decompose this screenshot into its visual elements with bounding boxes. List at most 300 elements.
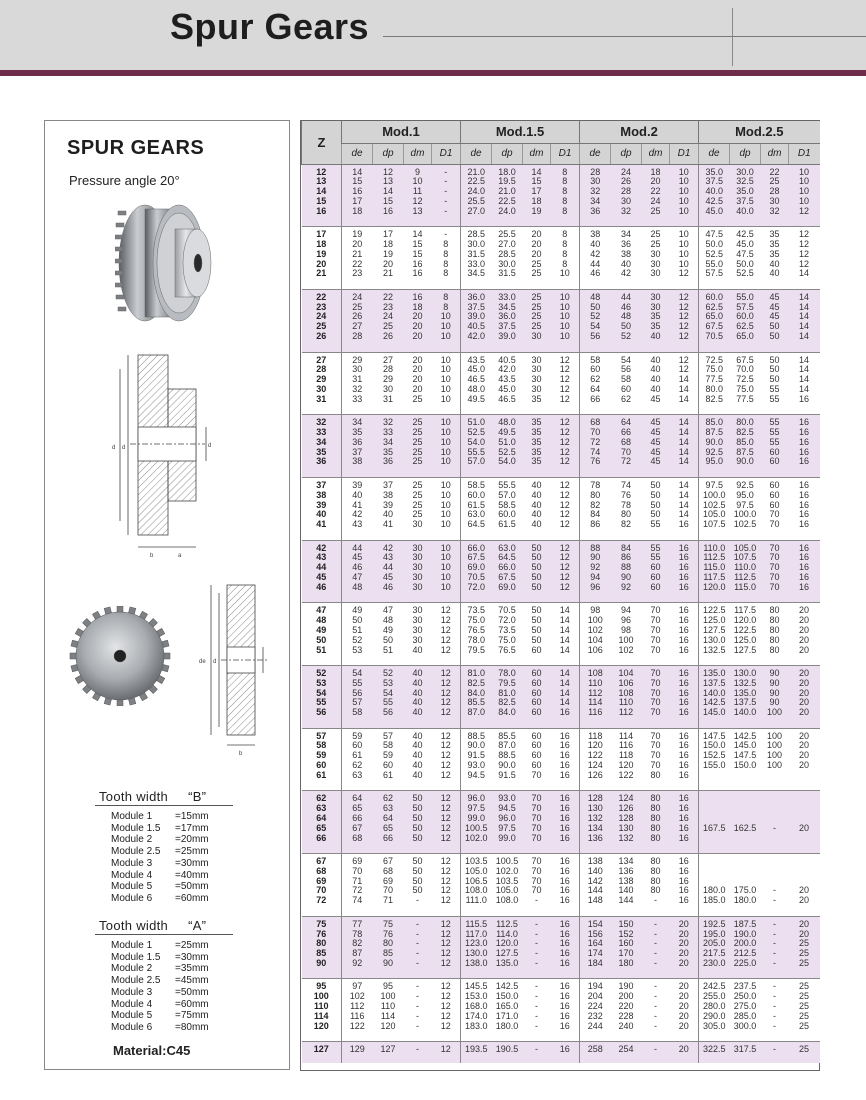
value-cell: 45 45 45 45 45 xyxy=(642,415,670,478)
value-cell: 40.5 42.0 43.5 45.0 46.5 xyxy=(492,352,523,415)
value-cell: 50 50 50 50 50 xyxy=(523,540,551,603)
value-cell: 322.5 xyxy=(699,1042,730,1063)
sub-header-1-0: de xyxy=(461,143,492,164)
sub-header-2-0: de xyxy=(580,143,611,164)
value-cell: 70 70 70 70 80 xyxy=(642,728,670,791)
page-header xyxy=(0,0,866,70)
value-cell: 78 80 82 84 86 xyxy=(580,477,611,540)
value-cell: 80 80 80 80 - xyxy=(642,854,670,917)
value-cell: 35 35 35 35 35 xyxy=(523,415,551,478)
table-row xyxy=(302,1042,820,1063)
value-cell: 130.0 132.5 135.0 137.5 140.0 xyxy=(730,666,761,729)
tooth-width-b-code: “B” xyxy=(188,789,207,804)
z-cell: 47 48 49 50 51 xyxy=(302,603,342,666)
value-cell: 167.5 xyxy=(699,791,730,854)
tooth-width-row xyxy=(111,811,209,823)
value-cell: 193.5 xyxy=(461,1042,492,1063)
product-info-panel xyxy=(44,120,290,1070)
value-cell: 28.5 30.0 31.5 33.0 34.5 xyxy=(461,227,492,290)
sub-header-2-3: D1 xyxy=(670,143,699,164)
value-cell: 97.5 100.0 102.5 105.0 107.5 xyxy=(699,477,730,540)
module-width-value: =75mm xyxy=(175,1010,209,1022)
value-cell: 85.5 87.0 88.5 90.0 91.5 xyxy=(492,728,523,791)
value-cell: 70 70 70 70 70 xyxy=(642,666,670,729)
module-label: Module 2.5 xyxy=(111,975,161,987)
value-cell: - - xyxy=(761,854,789,917)
value-cell: 58 60 62 64 66 xyxy=(580,352,611,415)
value-cell: 67 68 69 70 71 xyxy=(373,854,404,917)
table-row xyxy=(302,227,820,290)
value-cell: 190 200 220 228 240 xyxy=(611,979,642,1042)
value-cell: 12 12 12 12 12 xyxy=(432,791,461,854)
value-cell: 34 35 36 37 38 xyxy=(342,415,373,478)
z-cell: 52 53 54 55 56 xyxy=(302,666,342,729)
tooth-width-row xyxy=(111,858,209,870)
value-cell: 70 70 70 70 70 xyxy=(642,603,670,666)
module-label: Module 3 xyxy=(111,857,153,869)
value-cell: 14 15 16 17 18 xyxy=(342,164,373,227)
value-cell: 12 12 12 12 12 xyxy=(551,540,580,603)
value-cell: 20 xyxy=(789,791,820,854)
svg-text:a: a xyxy=(178,553,182,559)
mod-1-header: Mod.1 xyxy=(342,121,461,143)
value-cell: 24 25 26 27 28 xyxy=(342,289,373,352)
value-cell: 258 xyxy=(580,1042,611,1063)
z-cell: 32 33 34 35 36 xyxy=(302,415,342,478)
table-row xyxy=(302,791,820,854)
value-cell: 16 16 16 16 16 xyxy=(789,477,820,540)
value-cell: - - - - - xyxy=(642,979,670,1042)
module-width-value: =30mm xyxy=(175,857,209,869)
value-cell: - xyxy=(404,1042,432,1063)
module-label: Module 4 xyxy=(111,998,153,1010)
svg-text:b: b xyxy=(150,553,154,559)
z-cell: 95 100 110 114 120 xyxy=(302,979,342,1042)
value-cell: 52 53 54 55 56 xyxy=(373,666,404,729)
value-cell: 70 70 70 70 70 xyxy=(523,791,551,854)
header-rule xyxy=(383,36,866,37)
tooth-width-a-code: “A” xyxy=(188,918,207,933)
z-cell: 22 23 24 25 26 xyxy=(302,289,342,352)
value-cell: 104 106 108 110 112 xyxy=(611,666,642,729)
value-cell: 12 12 12 12 12 xyxy=(432,854,461,917)
value-cell: 17 18 19 20 21 xyxy=(373,227,404,290)
material-label: Material:C45 xyxy=(113,1043,191,1058)
value-cell: 10 10 10 10 10 xyxy=(432,352,461,415)
value-cell: 93.0 94.5 96.0 97.5 99.0 xyxy=(492,791,523,854)
sub-header-0-0: de xyxy=(342,143,373,164)
tooth-width-row xyxy=(111,881,209,893)
value-cell: 25 xyxy=(789,1042,820,1063)
value-cell: 22 25 28 30 32 xyxy=(761,164,789,227)
value-cell: 237.5 250.0 275.0 285.0 300.0 xyxy=(730,979,761,1042)
value-cell: 20 20 25 25 25 xyxy=(789,916,820,979)
value-cell: 150 152 160 170 180 xyxy=(611,916,642,979)
value-cell: 16 16 16 16 16 xyxy=(670,540,699,603)
z-cell: 12 13 14 15 16 xyxy=(302,164,342,227)
value-cell: 14 15 15 16 16 xyxy=(404,227,432,290)
value-cell: 110.0 112.5 115.0 117.5 120.0 xyxy=(699,540,730,603)
value-cell: 12 12 12 12 12 xyxy=(432,728,461,791)
table-row xyxy=(302,289,820,352)
value-cell: 70 70 70 70 - xyxy=(523,854,551,917)
value-cell: - xyxy=(761,791,789,854)
module-width-value: =50mm xyxy=(175,986,209,998)
value-cell: 20 20 20 20 xyxy=(789,728,820,791)
spur-gear-plate-photo xyxy=(67,606,173,706)
value-cell: 12 13 14 15 16 xyxy=(373,164,404,227)
value-cell: 63.0 64.5 66.0 67.5 69.0 xyxy=(492,540,523,603)
value-cell: 8 8 8 8 8 xyxy=(551,164,580,227)
value-cell: 48.0 49.5 51.0 52.5 54.0 xyxy=(492,415,523,478)
value-cell: 16 xyxy=(551,1042,580,1063)
value-cell: 18.0 19.5 21.0 22.5 24.0 xyxy=(492,164,523,227)
value-cell: 25 25 25 25 25 xyxy=(789,979,820,1042)
value-cell: 134 136 138 140 144 xyxy=(611,854,642,917)
value-cell: 60 60 60 70 70 xyxy=(761,477,789,540)
value-cell: 97 102 112 116 122 xyxy=(342,979,373,1042)
value-cell: 114 116 118 120 122 xyxy=(611,728,642,791)
z-cell: 127 xyxy=(302,1042,342,1063)
value-cell: 16 16 16 16 16 xyxy=(551,791,580,854)
value-cell: 14 14 14 14 14 xyxy=(789,289,820,352)
value-cell: 32 33 34 35 36 xyxy=(373,415,404,478)
value-cell: 57 58 59 60 61 xyxy=(373,728,404,791)
value-cell: 12 12 12 12 12 xyxy=(432,666,461,729)
value-cell: 78.0 79.5 81.0 82.5 84.0 xyxy=(492,666,523,729)
value-cell: 35.0 37.5 40.0 42.5 45.0 xyxy=(699,164,730,227)
value-cell: 55 55 55 60 60 xyxy=(761,415,789,478)
tooth-width-row xyxy=(111,963,209,975)
value-cell: - - - - - xyxy=(404,916,432,979)
value-cell: 135.0 137.5 140.0 142.5 145.0 xyxy=(699,666,730,729)
module-width-value: =15mm xyxy=(175,811,209,822)
value-cell: 49 50 51 52 53 xyxy=(342,603,373,666)
svg-text:d: d xyxy=(208,443,212,449)
sub-header-0-3: D1 xyxy=(432,143,461,164)
value-cell: 14 15 17 18 19 xyxy=(523,164,551,227)
mod-2-header: Mod.2 xyxy=(580,121,699,143)
value-cell: 30 30 35 35 40 xyxy=(642,289,670,352)
value-cell: 22 23 24 25 26 xyxy=(373,289,404,352)
value-cell: 12 12 12 12 12 xyxy=(432,979,461,1042)
value-cell: 80 80 80 80 80 xyxy=(642,791,670,854)
value-cell: 25 25 25 25 30 xyxy=(523,289,551,352)
value-cell: 115.5 117.0 123.0 130.0 138.0 xyxy=(461,916,492,979)
module-label: Module 6 xyxy=(111,892,153,904)
value-cell: 16 16 16 16 16 xyxy=(670,728,699,791)
svg-text:de: de xyxy=(199,659,206,665)
value-cell: 16 16 16 16 16 xyxy=(670,854,699,917)
module-width-value: =80mm xyxy=(175,1021,209,1033)
value-cell: 80.0 82.5 85.0 87.5 90.0 xyxy=(730,415,761,478)
tooth-width-b-heading xyxy=(99,789,206,804)
value-cell: 30 30 30 30 35 xyxy=(523,352,551,415)
value-cell: 81.0 82.5 84.0 85.5 87.0 xyxy=(461,666,492,729)
svg-text:d: d xyxy=(213,659,217,665)
value-cell: 192.5 195.0 205.0 217.5 230.0 xyxy=(699,916,730,979)
value-cell: 54 56 58 60 62 xyxy=(611,352,642,415)
sub-header-1-2: dm xyxy=(523,143,551,164)
value-cell: 35 35 35 40 40 xyxy=(761,227,789,290)
value-cell: 18 20 22 24 25 xyxy=(642,164,670,227)
value-cell: 51.0 52.5 54.0 55.5 57.0 xyxy=(461,415,492,478)
header-tick-line xyxy=(732,8,733,66)
z-cell: 75 76 80 85 90 xyxy=(302,916,342,979)
value-cell: 14 14 14 14 14 xyxy=(670,415,699,478)
table-row xyxy=(302,728,820,791)
value-cell: 12 xyxy=(432,1042,461,1063)
value-cell: 10 10 10 10 10 xyxy=(670,164,699,227)
z-cell: 62 63 64 65 66 xyxy=(302,791,342,854)
value-cell: 180.0 185.0 xyxy=(699,854,730,917)
value-cell: 20 20 20 20 20 xyxy=(789,666,820,729)
value-cell: 55 55 60 60 60 xyxy=(642,540,670,603)
value-cell: 25 25 25 25 30 xyxy=(404,477,432,540)
table-row xyxy=(302,164,820,227)
value-cell: 108 110 112 114 116 xyxy=(580,666,611,729)
value-cell: 40 40 40 40 40 xyxy=(523,477,551,540)
value-cell: 75 76 80 85 90 xyxy=(373,916,404,979)
value-cell: 10 10 10 10 10 xyxy=(432,415,461,478)
module-label: Module 1 xyxy=(111,940,153,951)
value-cell: 68 70 72 74 76 xyxy=(580,415,611,478)
value-cell: - - - - - xyxy=(642,916,670,979)
module-width-value: =35mm xyxy=(175,963,209,975)
panel-title: SPUR GEARS xyxy=(67,137,205,159)
value-cell: 103.5 105.0 106.5 108.0 111.0 xyxy=(461,854,492,917)
value-cell: 34 36 38 40 42 xyxy=(611,227,642,290)
tooth-width-row xyxy=(111,999,209,1011)
svg-text:b: b xyxy=(239,751,243,757)
value-cell: 16 16 16 16 16 xyxy=(789,415,820,478)
value-cell: 50 50 50 50 - xyxy=(404,854,432,917)
value-cell: 187.5 190.0 200.0 212.5 225.0 xyxy=(730,916,761,979)
z-cell: 27 28 29 30 31 xyxy=(302,352,342,415)
table-row xyxy=(302,540,820,603)
z-cell: 17 18 19 20 21 xyxy=(302,227,342,290)
value-cell: 12 12 12 12 12 xyxy=(551,415,580,478)
z-cell: 37 38 39 40 41 xyxy=(302,477,342,540)
value-cell: 14 14 14 14 16 xyxy=(789,352,820,415)
module-width-value: =17mm xyxy=(175,822,209,834)
value-cell: 42 43 44 45 46 xyxy=(373,540,404,603)
module-label: Module 3 xyxy=(111,986,153,998)
value-cell: 40 40 40 40 45 xyxy=(642,352,670,415)
value-cell: 24 26 28 30 32 xyxy=(611,164,642,227)
module-label: Module 1.5 xyxy=(111,951,161,963)
tooth-width-row xyxy=(111,1010,209,1022)
value-cell: 175.0 180.0 xyxy=(730,854,761,917)
value-cell: 154 156 164 174 184 xyxy=(580,916,611,979)
mod-1-5-header: Mod.1.5 xyxy=(461,121,580,143)
value-cell: 74 76 78 80 82 xyxy=(611,477,642,540)
value-cell: - xyxy=(642,1042,670,1063)
table-row xyxy=(302,352,820,415)
tooth-width-b-list xyxy=(111,811,209,905)
tooth-width-row xyxy=(111,893,209,905)
value-cell: 12 12 12 12 12 xyxy=(551,477,580,540)
value-cell: 70.5 72.0 73.5 75.0 76.5 xyxy=(492,603,523,666)
table-row xyxy=(302,666,820,729)
pressure-angle-label: Pressure angle 20° xyxy=(69,173,180,188)
value-cell: 16 16 16 16 16 xyxy=(551,979,580,1042)
value-cell: 50 50 50 50 60 xyxy=(523,603,551,666)
value-cell: 194 204 224 232 244 xyxy=(580,979,611,1042)
module-label: Module 5 xyxy=(111,881,153,893)
value-cell: 129 xyxy=(342,1042,373,1063)
tooth-width-row xyxy=(111,846,209,858)
value-cell: 14 14 14 14 14 xyxy=(551,603,580,666)
value-cell: 16 16 16 16 16 xyxy=(670,603,699,666)
tooth-width-b-label: Tooth width xyxy=(99,789,169,804)
tooth-width-row xyxy=(111,987,209,999)
value-cell: 88.5 90.0 91.5 93.0 94.5 xyxy=(461,728,492,791)
sub-header-1-3: D1 xyxy=(551,143,580,164)
mod-2-5-header: Mod.2.5 xyxy=(699,121,820,143)
value-cell: 12 12 12 12 12 xyxy=(432,603,461,666)
module-width-value: =25mm xyxy=(175,940,209,951)
value-cell: 30 30 30 30 30 xyxy=(404,540,432,603)
value-cell: - - - - - xyxy=(523,979,551,1042)
module-label: Module 2 xyxy=(111,834,153,846)
sub-header-3-2: dm xyxy=(761,143,789,164)
sub-header-0-2: dm xyxy=(404,143,432,164)
tooth-width-row xyxy=(111,834,209,846)
table-row xyxy=(302,854,820,917)
table-row xyxy=(302,603,820,666)
value-cell: - - - - - xyxy=(761,979,789,1042)
value-cell: 10 10 10 10 10 xyxy=(551,289,580,352)
value-cell: 66.0 67.5 69.0 70.5 72.0 xyxy=(461,540,492,603)
value-cell: - - - - - xyxy=(404,979,432,1042)
value-cell: 16 16 16 16 16 xyxy=(670,666,699,729)
hub-gear-section-drawing xyxy=(100,349,240,559)
value-cell: - 8 8 8 8 xyxy=(432,227,461,290)
value-cell: 67.5 70.0 72.5 75.0 77.5 xyxy=(730,352,761,415)
module-width-value: =30mm xyxy=(175,951,209,963)
value-cell: - - - - - xyxy=(432,164,461,227)
value-cell: 25 25 25 25 25 xyxy=(404,415,432,478)
tooth-width-row xyxy=(111,975,209,987)
value-cell: 27 28 29 30 31 xyxy=(373,352,404,415)
value-cell: 48 50 52 54 56 xyxy=(580,289,611,352)
tooth-width-a-heading xyxy=(99,918,206,933)
value-cell: 124 126 128 130 132 xyxy=(611,791,642,854)
value-cell: 30.0 32.5 35.0 37.5 40.0 xyxy=(730,164,761,227)
value-cell: 42.5 45.0 47.5 50.0 52.5 xyxy=(730,227,761,290)
module-label: Module 5 xyxy=(111,1010,153,1022)
value-cell: 20 xyxy=(670,1042,699,1063)
value-cell: 64 65 66 67 68 xyxy=(342,791,373,854)
table-row xyxy=(302,979,820,1042)
tooth-width-row xyxy=(111,1022,209,1034)
module-label: Module 1.5 xyxy=(111,822,161,834)
value-cell: 12 12 12 12 14 xyxy=(789,227,820,290)
value-cell: 54 55 56 57 58 xyxy=(342,666,373,729)
value-cell: 138 140 142 144 148 xyxy=(580,854,611,917)
value-cell: 10 10 10 10 12 xyxy=(789,164,820,227)
value-cell: 69 70 71 72 74 xyxy=(342,854,373,917)
value-cell: 190.5 xyxy=(492,1042,523,1063)
divider xyxy=(95,805,233,806)
value-cell: 70 70 70 70 70 xyxy=(761,540,789,603)
value-cell: 72.5 75.0 77.5 80.0 82.5 xyxy=(699,352,730,415)
tooth-width-row xyxy=(111,952,209,964)
value-cell: 84 86 88 90 92 xyxy=(611,540,642,603)
value-cell: 14 14 14 14 16 xyxy=(551,666,580,729)
value-cell: 10 10 10 10 12 xyxy=(670,227,699,290)
value-cell: 242.5 255.0 280.0 290.0 305.0 xyxy=(699,979,730,1042)
dimension-table xyxy=(301,121,820,1063)
module-width-value: =45mm xyxy=(175,975,209,987)
table-row xyxy=(302,415,820,478)
module-label: Module 4 xyxy=(111,869,153,881)
value-cell: 20 20 20 25 25 xyxy=(523,227,551,290)
value-cell: 45 45 45 50 50 xyxy=(761,289,789,352)
value-cell: 25.5 27.0 28.5 30.0 31.5 xyxy=(492,227,523,290)
value-cell: 28 30 32 34 36 xyxy=(580,164,611,227)
value-cell: 10 10 10 10 10 xyxy=(432,477,461,540)
value-cell: 10 10 10 10 10 xyxy=(432,540,461,603)
value-cell: 73.5 75.0 76.5 78.0 79.5 xyxy=(461,603,492,666)
value-cell: 117.5 120.0 122.5 125.0 127.5 xyxy=(730,603,761,666)
divider xyxy=(95,934,233,935)
module-width-value: =40mm xyxy=(175,869,209,881)
module-width-value: =60mm xyxy=(175,998,209,1010)
value-cell: 20 20 20 20 20 xyxy=(670,979,699,1042)
value-cell: 20 20 20 20 20 xyxy=(670,916,699,979)
sub-header-3-0: de xyxy=(699,143,730,164)
sub-header-2-1: dp xyxy=(611,143,642,164)
module-width-value: =20mm xyxy=(175,834,209,846)
value-cell: 30 30 30 30 40 xyxy=(404,603,432,666)
module-label: Module 6 xyxy=(111,1021,153,1033)
value-cell: 127 xyxy=(373,1042,404,1063)
value-cell: 19 20 21 22 23 xyxy=(342,227,373,290)
z-cell: 42 43 44 45 46 xyxy=(302,540,342,603)
value-cell: 77 78 82 87 92 xyxy=(342,916,373,979)
value-cell: 122.5 125.0 127.5 130.0 132.5 xyxy=(699,603,730,666)
sub-header-0-1: dp xyxy=(373,143,404,164)
tooth-width-row xyxy=(111,823,209,835)
sub-header-3-3: D1 xyxy=(789,143,820,164)
value-cell: 47.5 50.0 52.5 55.0 57.5 xyxy=(699,227,730,290)
value-cell: 47 48 49 50 51 xyxy=(373,603,404,666)
value-cell: 60 60 60 60 60 xyxy=(523,666,551,729)
value-cell: 128 130 132 134 136 xyxy=(580,791,611,854)
value-cell: 59 60 61 62 63 xyxy=(342,728,373,791)
value-cell: 147.5 150.0 152.5 155.0 xyxy=(699,728,730,791)
value-cell: - - - - - xyxy=(523,916,551,979)
value-cell: 62 63 64 65 66 xyxy=(373,791,404,854)
value-cell: 100 100 100 100 xyxy=(761,728,789,791)
sub-header-2-2: dm xyxy=(642,143,670,164)
svg-text:d: d xyxy=(112,445,116,451)
sub-header-1-1: dp xyxy=(492,143,523,164)
table-row xyxy=(302,916,820,979)
value-cell: 20 20 xyxy=(789,854,820,917)
module-label: Module 1 xyxy=(111,811,153,822)
value-cell: 105.0 107.5 110.0 112.5 115.0 xyxy=(730,540,761,603)
value-cell: - xyxy=(761,1042,789,1063)
value-cell: 8 8 10 10 10 xyxy=(432,289,461,352)
header-accent-bar xyxy=(0,70,866,76)
z-cell: 57 58 59 60 61 xyxy=(302,728,342,791)
value-cell: 55.5 57.0 58.5 60.0 61.5 xyxy=(492,477,523,540)
value-cell: 50 50 50 50 55 xyxy=(642,477,670,540)
value-cell: 16 16 16 16 16 xyxy=(551,728,580,791)
